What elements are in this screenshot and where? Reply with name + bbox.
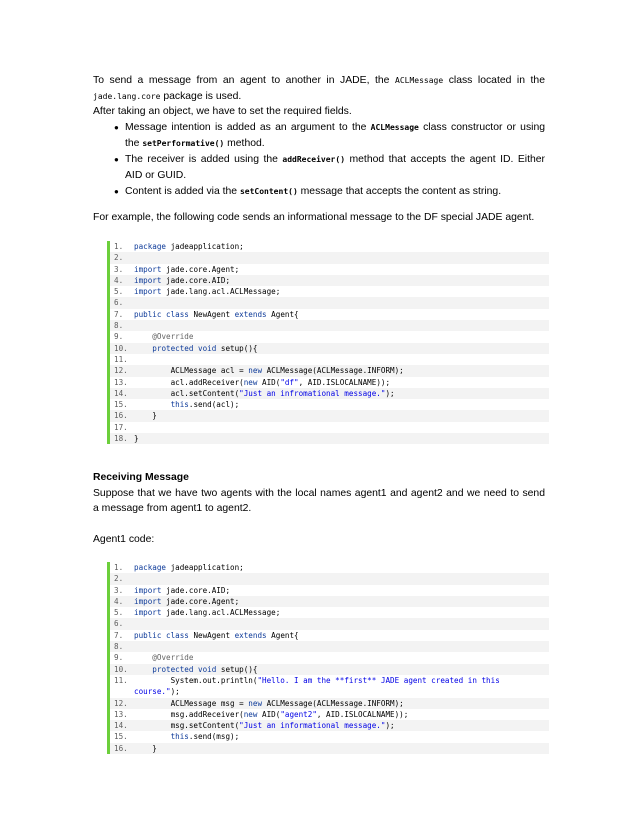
bullet-code: setPerformative() (142, 139, 225, 148)
code-text: ACLMessage msg = new ACLMessage(ACLMessage.INFORM); (134, 698, 404, 708)
code-text: package jadeapplication; (134, 563, 244, 572)
code-line (110, 652, 549, 663)
code-line (110, 331, 549, 342)
bullet-icon: ● (114, 187, 119, 196)
code-text: msg.setContent("Just an informational message."); (134, 721, 395, 731)
intro-paragraph-line2 (93, 89, 545, 105)
line-number: 10. (114, 664, 128, 674)
line-number: 1. (114, 242, 124, 251)
line-number: 7. (114, 309, 124, 319)
code-text: protected void setup(){ (152, 343, 258, 353)
code-text: acl.addReceiver(new AID("df", AID.ISLOCALNAME)); (134, 377, 391, 387)
code-text: ACLMessage acl = new ACLMessage(ACLMessage.INFORM); (134, 366, 404, 376)
line-number: 3. (114, 585, 124, 595)
code-text: package jadeapplication; (134, 242, 244, 251)
code-text: import jade.core.AID; (134, 275, 231, 285)
line-number: 13. (114, 377, 128, 387)
code-line (110, 596, 549, 607)
bullet-text: Content is added via the (125, 186, 238, 197)
code-text: @Override (152, 653, 194, 663)
code-text: public class NewAgent extends Agent{ (134, 309, 299, 319)
receiving-paragraph-line2: a message from agent1 to agent2. (93, 503, 252, 514)
code-line (110, 731, 549, 742)
line-number: 15. (114, 400, 128, 410)
intro-paragraph-line1 (93, 73, 545, 89)
line-number: 12. (114, 698, 128, 708)
bullet-text: Message intention is added as an argument to the (125, 122, 367, 133)
code-text: } (134, 434, 139, 444)
code-text: import jade.core.Agent; (134, 596, 240, 606)
code-text (134, 320, 549, 331)
code-line (110, 377, 549, 388)
bullet-code: ACLMessage (370, 123, 419, 132)
code-line (110, 720, 549, 731)
code-line (110, 433, 549, 444)
code-line (110, 573, 549, 584)
code-line (110, 607, 549, 618)
line-number: 8. (114, 321, 124, 331)
code-line (110, 343, 549, 354)
code-text: import jade.core.Agent; (134, 264, 240, 274)
bullet-text: The receiver is added using the (125, 154, 278, 165)
code-text: import jade.lang.acl.ACLMessage; (134, 287, 281, 297)
code-line (110, 275, 549, 286)
line-number: 3. (114, 264, 124, 274)
line-number: 14. (114, 388, 128, 398)
example-paragraph: For example, the following code sends an informational message to the DF special JADE agent. (93, 212, 535, 223)
code-block-df-message (107, 241, 549, 444)
code-line (110, 320, 549, 331)
code-line (110, 630, 549, 641)
inline-code-aclmessage: ACLMessage (395, 76, 444, 85)
code-text: protected void setup(){ (152, 664, 258, 674)
code-line (110, 618, 549, 629)
code-text: this.send(msg); (170, 732, 240, 742)
line-number: 4. (114, 596, 124, 606)
code-text: } (134, 411, 157, 421)
bullet-code: addReceiver() (282, 155, 346, 164)
agent1-label: Agent1 code: (93, 534, 155, 545)
bullet-code: setContent() (239, 187, 298, 196)
code-line (110, 309, 549, 320)
line-number: 9. (114, 332, 124, 342)
code-text (134, 252, 549, 263)
code-line (110, 365, 549, 376)
code-line (110, 641, 549, 652)
code-line (110, 585, 549, 596)
code-block-agent1 (107, 562, 549, 754)
line-number: 14. (114, 721, 128, 731)
line-number: 7. (114, 630, 124, 640)
code-line (110, 399, 549, 410)
line-number: 11. (114, 675, 128, 685)
line-number: 1. (114, 563, 124, 572)
bullet-item (93, 120, 545, 152)
section-heading: Receiving Message (93, 472, 189, 483)
bullet-text: method. (227, 138, 265, 149)
bullet-item (93, 152, 545, 184)
line-number: 9. (114, 653, 124, 663)
line-number: 11. (114, 354, 128, 364)
code-line (110, 698, 549, 709)
receiving-paragraph-line1: Suppose that we have two agents with the local names agent1 and agent2 and we need to send (93, 488, 545, 499)
code-text: acl.setContent("Just an infromational message."); (134, 388, 395, 398)
line-number: 6. (114, 298, 124, 308)
code-text (134, 354, 549, 365)
code-line (110, 252, 549, 263)
code-line (110, 675, 549, 698)
bullet-text: the (125, 138, 140, 149)
code-line (110, 410, 549, 421)
line-number: 15. (114, 732, 128, 742)
line-number: 16. (114, 411, 128, 421)
line-number: 2. (114, 574, 124, 584)
bullet-icon: ● (114, 123, 119, 132)
code-text: import jade.lang.acl.ACLMessage; (134, 608, 281, 618)
code-line (110, 388, 549, 399)
line-number: 10. (114, 343, 128, 353)
field-bullet-list (93, 120, 545, 200)
line-number: 8. (114, 642, 124, 652)
line-number: 12. (114, 366, 128, 376)
bullet-icon: ● (114, 155, 119, 164)
line-number: 5. (114, 608, 124, 618)
line-number: 13. (114, 709, 128, 719)
code-text: this.send(acl); (170, 400, 240, 410)
code-line (110, 664, 549, 675)
intro-text-c: package is used. (163, 91, 242, 102)
code-line (110, 743, 549, 754)
code-text: @Override (152, 332, 194, 342)
intro-text-a: To send a message from an agent to another in JADE, the (93, 75, 390, 86)
inline-code-package: jade.lang.core (93, 92, 161, 101)
code-text: import jade.core.AID; (134, 585, 231, 595)
code-line (110, 286, 549, 297)
code-line (110, 709, 549, 720)
bullet-text: class constructor or using (423, 122, 546, 133)
bullet-text: message that accepts the content as string. (300, 186, 502, 197)
code-text (134, 641, 549, 652)
code-text: } (134, 743, 157, 753)
line-number: 16. (114, 743, 128, 753)
intro-text-b: class located in the (448, 75, 545, 86)
line-number: 6. (114, 619, 124, 629)
code-line (110, 422, 549, 433)
line-number: 2. (114, 253, 124, 263)
bullet-item (93, 184, 545, 200)
bullet-text: method that accepts the agent ID. Either (349, 154, 545, 165)
code-text: System.out.println("Hello. I am the **first** JADE agent created in this course."); (134, 675, 505, 697)
line-number: 18. (114, 434, 128, 444)
code-text (134, 297, 549, 308)
code-line (110, 297, 549, 308)
intro-fields-text: After taking an object, we have to set the required fields. (93, 106, 352, 117)
bullet-text: AID or GUID. (125, 170, 187, 181)
code-text (134, 422, 549, 433)
line-number: 5. (114, 287, 124, 297)
code-text (134, 618, 549, 629)
line-number: 17. (114, 422, 128, 432)
code-text: public class NewAgent extends Agent{ (134, 630, 299, 640)
code-line (110, 241, 549, 252)
code-text (134, 573, 549, 584)
code-line (110, 354, 549, 365)
line-number: 4. (114, 275, 124, 285)
code-line (110, 264, 549, 275)
code-text: msg.addReceiver(new AID("agent2", AID.ISLOCALNAME)); (134, 709, 409, 719)
code-line (110, 562, 549, 573)
